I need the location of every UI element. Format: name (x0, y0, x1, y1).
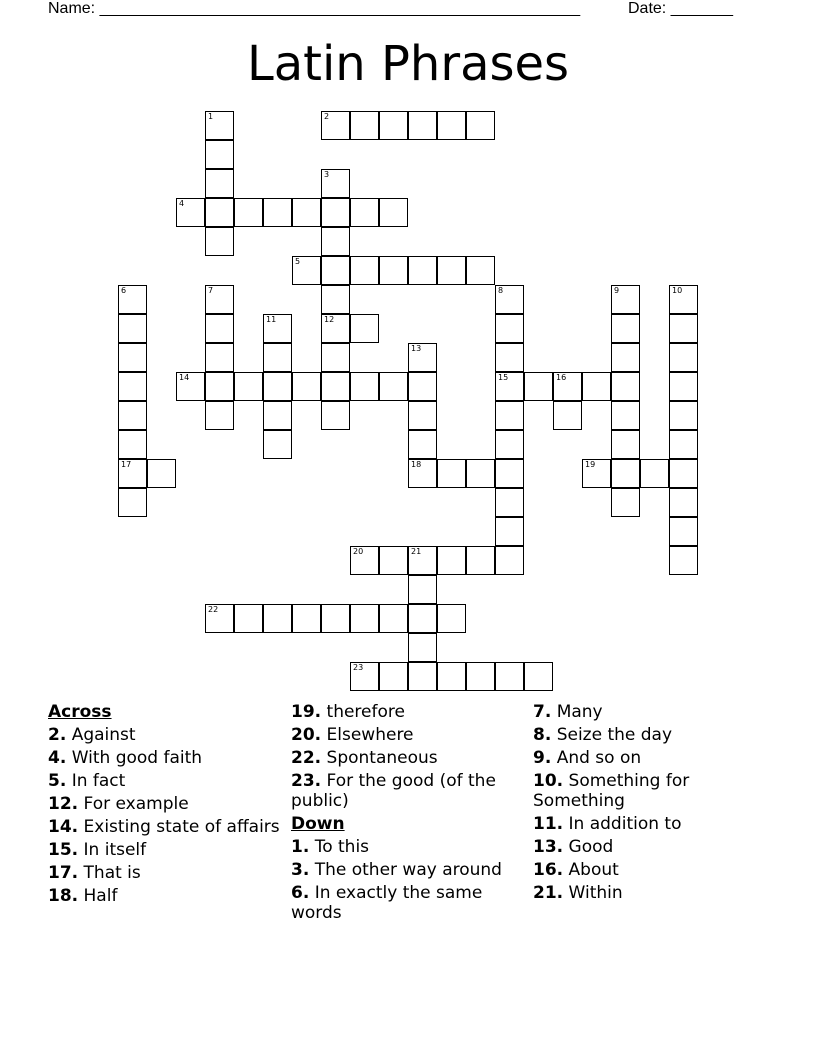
clue-text: Within (563, 883, 623, 903)
grid-cell[interactable] (379, 256, 408, 285)
grid-cell[interactable] (205, 285, 234, 314)
grid-cell[interactable] (553, 372, 582, 401)
clue-number-label: 1. (291, 837, 310, 857)
clue-number: 2 (324, 112, 330, 121)
grid-cell[interactable] (437, 546, 466, 575)
clue-item (48, 817, 283, 837)
clue-text: Half (78, 886, 118, 906)
clue-number-label: 14. (48, 817, 79, 837)
clue-number: 14 (179, 373, 190, 382)
grid-cell[interactable] (611, 430, 640, 459)
grid-cell[interactable] (118, 459, 147, 488)
grid-cell[interactable] (176, 372, 205, 401)
grid-cell[interactable] (321, 169, 350, 198)
clue-number: 20 (353, 547, 364, 556)
grid-cell[interactable] (437, 256, 466, 285)
grid-cell[interactable] (118, 343, 147, 372)
grid-cell[interactable] (611, 343, 640, 372)
grid-cell[interactable] (408, 401, 437, 430)
grid-cell[interactable] (611, 372, 640, 401)
clue-text: Something for Something (533, 771, 690, 811)
clue-number-label: 19. (291, 702, 322, 722)
grid-cell[interactable] (118, 314, 147, 343)
clue-item (291, 860, 516, 880)
grid-cell[interactable] (321, 198, 350, 227)
grid-cell[interactable] (524, 372, 553, 401)
grid-cell[interactable] (205, 198, 234, 227)
clue-text: Good (563, 837, 614, 857)
grid-cell[interactable] (466, 662, 495, 691)
grid-cell[interactable] (640, 459, 669, 488)
clue-item (48, 748, 283, 768)
clue-item (533, 771, 768, 811)
grid-cell[interactable] (379, 372, 408, 401)
grid-cell[interactable] (321, 401, 350, 430)
grid-cell[interactable] (205, 169, 234, 198)
clue-number-label: 2. (48, 725, 67, 745)
grid-cell[interactable] (582, 459, 611, 488)
clue-item (48, 794, 283, 814)
clue-item (48, 863, 283, 883)
clue-text: In fact (66, 771, 126, 791)
clue-number: 18 (411, 460, 422, 469)
clue-text: therefore (321, 702, 405, 722)
grid-cell[interactable] (350, 604, 379, 633)
clues-column-2 (291, 702, 516, 926)
clue-item (533, 837, 768, 857)
clue-text: Many (551, 702, 603, 722)
grid-cell[interactable] (263, 604, 292, 633)
grid-cell[interactable] (669, 430, 698, 459)
grid-cell[interactable] (263, 343, 292, 372)
clue-text: Elsewhere (321, 725, 414, 745)
grid-cell[interactable] (350, 111, 379, 140)
clue-item (291, 883, 516, 923)
clue-number: 19 (585, 460, 596, 469)
grid-cell[interactable] (176, 198, 205, 227)
grid-cell[interactable] (350, 372, 379, 401)
grid-cell[interactable] (379, 604, 408, 633)
grid-cell[interactable] (321, 285, 350, 314)
clue-number-label: 11. (533, 814, 564, 834)
grid-cell[interactable] (205, 401, 234, 430)
clue-number: 8 (498, 286, 504, 295)
grid-cell[interactable] (321, 111, 350, 140)
clue-text: About (563, 860, 619, 880)
grid-cell[interactable] (611, 285, 640, 314)
grid-cell[interactable] (611, 401, 640, 430)
clue-text: For example (78, 794, 189, 814)
clue-item (48, 725, 283, 745)
grid-cell[interactable] (205, 227, 234, 256)
grid-cell[interactable] (495, 372, 524, 401)
grid-cell[interactable] (669, 517, 698, 546)
grid-cell[interactable] (437, 604, 466, 633)
clue-number: 23 (353, 663, 364, 672)
clue-number-label: 9. (533, 748, 552, 768)
grid-cell[interactable] (408, 372, 437, 401)
grid-cell[interactable] (234, 604, 263, 633)
clue-item (291, 837, 516, 857)
grid-cell[interactable] (408, 430, 437, 459)
clue-number-label: 17. (48, 863, 79, 883)
clue-number-label: 12. (48, 794, 79, 814)
grid-cell[interactable] (495, 488, 524, 517)
grid-cell[interactable] (205, 111, 234, 140)
grid-cell[interactable] (408, 662, 437, 691)
grid-cell[interactable] (321, 372, 350, 401)
grid-cell[interactable] (669, 343, 698, 372)
grid-cell[interactable] (321, 227, 350, 256)
grid-cell[interactable] (669, 314, 698, 343)
grid-cell[interactable] (350, 198, 379, 227)
grid-cell[interactable] (205, 343, 234, 372)
grid-cell[interactable] (321, 343, 350, 372)
grid-cell[interactable] (408, 546, 437, 575)
clue-item (48, 840, 283, 860)
clue-number: 16 (556, 373, 567, 382)
grid-cell[interactable] (205, 604, 234, 633)
grid-cell[interactable] (350, 662, 379, 691)
grid-cell[interactable] (292, 604, 321, 633)
grid-cell[interactable] (205, 314, 234, 343)
grid-cell[interactable] (379, 662, 408, 691)
grid-cell[interactable] (669, 546, 698, 575)
clue-number-label: 21. (533, 883, 564, 903)
clues-column-1 (48, 702, 283, 909)
clue-number-label: 7. (533, 702, 552, 722)
clue-item (291, 702, 516, 722)
clue-text: In addition to (563, 814, 682, 834)
clue-number-label: 3. (291, 860, 310, 880)
grid-cell[interactable] (669, 488, 698, 517)
clue-number-label: 10. (533, 771, 564, 791)
grid-cell[interactable] (408, 604, 437, 633)
clue-text: Against (66, 725, 136, 745)
grid-cell[interactable] (379, 198, 408, 227)
clue-text: To this (309, 837, 370, 857)
clue-number: 10 (672, 286, 683, 295)
grid-cell[interactable] (408, 633, 437, 662)
grid-cell[interactable] (553, 401, 582, 430)
clue-text: For the good (of the public) (291, 771, 496, 811)
down-heading: Down (291, 814, 345, 834)
clue-number-label: 16. (533, 860, 564, 880)
grid-cell[interactable] (292, 256, 321, 285)
clue-item (291, 748, 516, 768)
clue-number: 3 (324, 170, 330, 179)
clue-text: The other way around (309, 860, 502, 880)
clue-number: 15 (498, 373, 509, 382)
clue-number: 4 (179, 199, 185, 208)
clue-number-label: 5. (48, 771, 67, 791)
name-field-label: Name: ______________________________________________________ (48, 0, 581, 17)
clue-number-label: 18. (48, 886, 79, 906)
grid-cell[interactable] (495, 343, 524, 372)
grid-cell[interactable] (350, 256, 379, 285)
clue-number-label: 22. (291, 748, 322, 768)
grid-cell[interactable] (495, 517, 524, 546)
grid-cell[interactable] (524, 662, 553, 691)
grid-cell[interactable] (234, 372, 263, 401)
clue-text: Existing state of affairs (78, 817, 280, 837)
grid-cell[interactable] (118, 285, 147, 314)
grid-cell[interactable] (437, 111, 466, 140)
grid-cell[interactable] (263, 372, 292, 401)
grid-cell[interactable] (466, 111, 495, 140)
clue-number: 9 (614, 286, 620, 295)
grid-cell[interactable] (379, 111, 408, 140)
grid-cell[interactable] (408, 343, 437, 372)
date-field-label: Date: _______ (628, 0, 733, 17)
clue-number: 13 (411, 344, 422, 353)
grid-cell[interactable] (263, 198, 292, 227)
grid-cell[interactable] (495, 314, 524, 343)
grid-cell[interactable] (379, 546, 408, 575)
grid-cell[interactable] (408, 575, 437, 604)
clue-number-label: 4. (48, 748, 67, 768)
grid-cell[interactable] (147, 459, 176, 488)
grid-cell[interactable] (408, 256, 437, 285)
grid-cell[interactable] (321, 604, 350, 633)
grid-cell[interactable] (321, 256, 350, 285)
grid-cell[interactable] (495, 401, 524, 430)
grid-cell[interactable] (582, 372, 611, 401)
clue-text: Spontaneous (321, 748, 438, 768)
clue-text: In itself (78, 840, 147, 860)
grid-cell[interactable] (350, 546, 379, 575)
grid-cell[interactable] (292, 372, 321, 401)
clues-column-3 (533, 702, 768, 906)
clue-number: 1 (208, 112, 214, 121)
grid-cell[interactable] (234, 198, 263, 227)
grid-cell[interactable] (466, 256, 495, 285)
across-heading: Across (48, 702, 112, 722)
grid-cell[interactable] (263, 430, 292, 459)
grid-cell[interactable] (118, 372, 147, 401)
grid-cell[interactable] (408, 459, 437, 488)
grid-cell[interactable] (118, 488, 147, 517)
clue-number: 11 (266, 315, 277, 324)
clue-item (48, 886, 283, 906)
clue-number: 22 (208, 605, 219, 614)
grid-cell[interactable] (611, 459, 640, 488)
grid-cell[interactable] (669, 285, 698, 314)
grid-cell[interactable] (118, 401, 147, 430)
clue-text: That is (78, 863, 141, 883)
grid-cell[interactable] (495, 459, 524, 488)
grid-cell[interactable] (495, 430, 524, 459)
grid-cell[interactable] (292, 198, 321, 227)
clue-number: 6 (121, 286, 127, 295)
grid-cell[interactable] (495, 662, 524, 691)
grid-cell[interactable] (205, 372, 234, 401)
grid-cell[interactable] (350, 314, 379, 343)
grid-cell[interactable] (466, 546, 495, 575)
clue-number-label: 20. (291, 725, 322, 745)
clue-number: 12 (324, 315, 335, 324)
clue-text: In exactly the same words (291, 883, 483, 923)
grid-cell[interactable] (669, 401, 698, 430)
clue-text: Seize the day (551, 725, 673, 745)
clue-item (533, 883, 768, 903)
clue-item (533, 860, 768, 880)
clue-number-label: 6. (291, 883, 310, 903)
clue-item (291, 771, 516, 811)
grid-cell[interactable] (321, 314, 350, 343)
clue-number-label: 8. (533, 725, 552, 745)
clue-number-label: 13. (533, 837, 564, 857)
clue-text: And so on (551, 748, 642, 768)
grid-cell[interactable] (263, 314, 292, 343)
grid-cell[interactable] (495, 285, 524, 314)
grid-cell[interactable] (205, 140, 234, 169)
clue-item (533, 814, 768, 834)
clue-number: 17 (121, 460, 132, 469)
grid-cell[interactable] (495, 546, 524, 575)
grid-cell[interactable] (669, 459, 698, 488)
clue-item (291, 725, 516, 745)
grid-cell[interactable] (611, 488, 640, 517)
clue-text: With good faith (66, 748, 203, 768)
grid-cell[interactable] (669, 372, 698, 401)
grid-cell[interactable] (263, 401, 292, 430)
grid-cell[interactable] (408, 111, 437, 140)
clue-number: 5 (295, 257, 301, 266)
grid-cell[interactable] (437, 459, 466, 488)
page-title: Latin Phrases (246, 36, 570, 92)
clue-number-label: 15. (48, 840, 79, 860)
clue-item (533, 725, 768, 745)
clue-item (48, 771, 283, 791)
clue-number: 7 (208, 286, 214, 295)
clue-number-label: 23. (291, 771, 322, 791)
grid-cell[interactable] (437, 662, 466, 691)
grid-cell[interactable] (118, 430, 147, 459)
clue-item (533, 748, 768, 768)
grid-cell[interactable] (611, 314, 640, 343)
grid-cell[interactable] (466, 459, 495, 488)
clue-number: 21 (411, 547, 422, 556)
clue-item (533, 702, 768, 722)
